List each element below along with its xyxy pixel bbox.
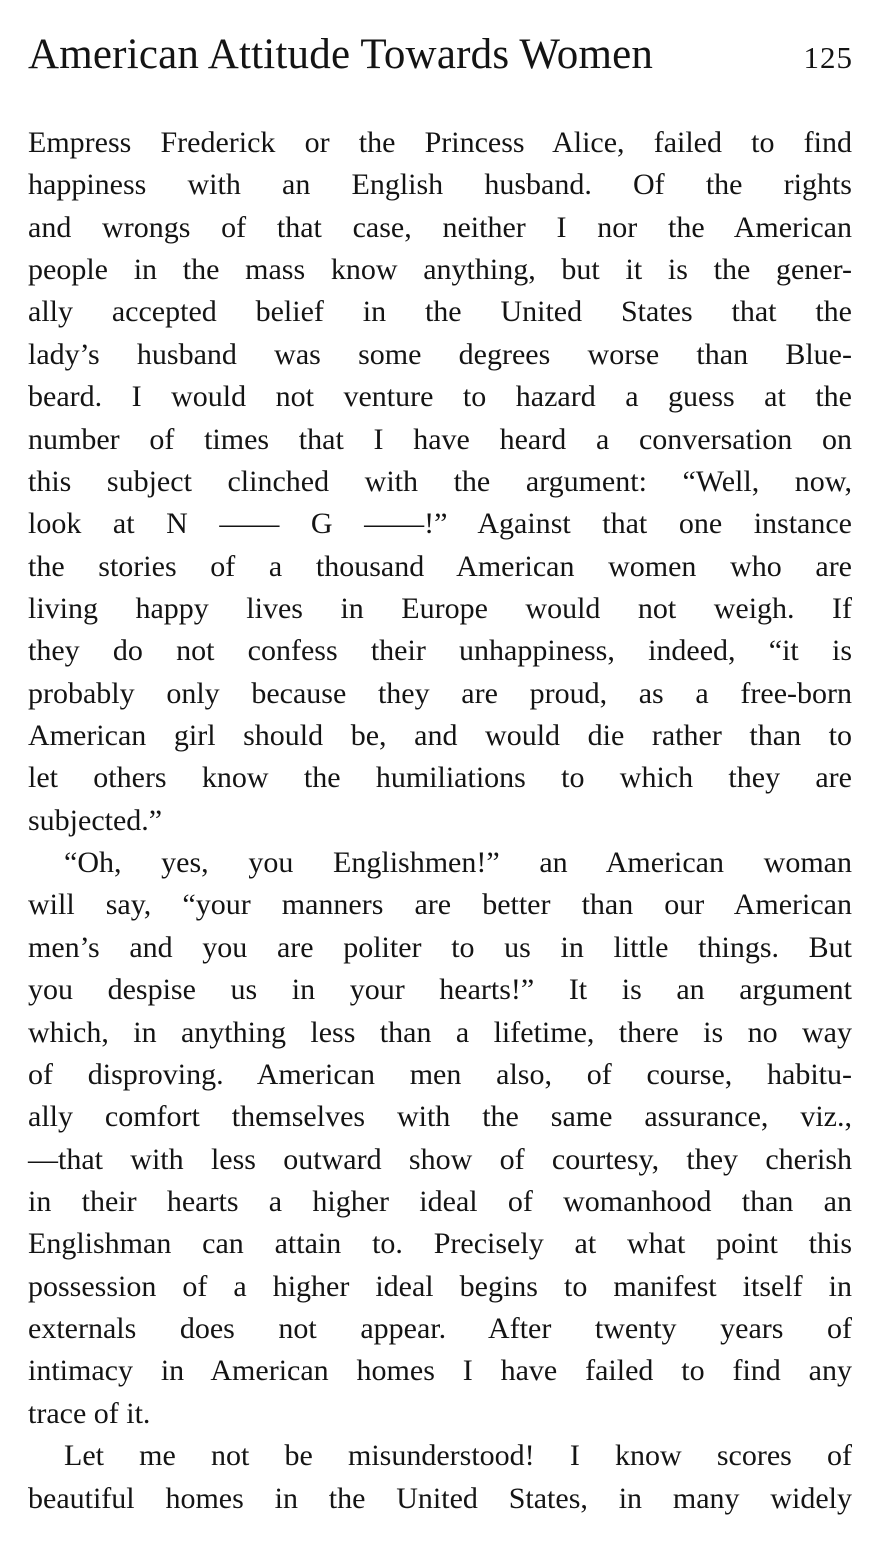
text-line: intimacy in American homes I have failed to find any — [28, 1354, 852, 1388]
text-line: people in the mass know anything, but it is the gener- — [28, 253, 852, 287]
text-line: let others know the humiliations to which they are — [28, 761, 852, 795]
paragraph-start-line: “Oh, yes, you Englishmen!” an American woman — [64, 846, 852, 880]
text-line: you despise us in your hearts!” It is an argument — [28, 973, 852, 1007]
text-line: the stories of a thousand American women who are — [28, 549, 852, 583]
text-line: and wrongs of that case, neither I nor the American — [28, 210, 852, 244]
text-line: Englishman can attain to. Precisely at what point this — [28, 1227, 852, 1261]
text-line: —that with less outward show of courtesy, they cherish — [28, 1142, 852, 1176]
text-line: happiness with an English husband. Of the rights — [28, 168, 852, 202]
text-line: men’s and you are politer to us in little things. But — [28, 930, 852, 964]
text-line: beard. I would not venture to hazard a guess at the — [28, 380, 852, 414]
text-line: beautiful homes in the United States, in many widely — [28, 1481, 852, 1515]
text-line: they do not confess their unhappiness, indeed, “it is — [28, 634, 852, 668]
text-line: number of times that I have heard a conversation on — [28, 422, 852, 456]
text-line: look at N —— G ——!” Against that one instance — [28, 507, 852, 541]
page-header — [28, 30, 853, 86]
text-line: Empress Frederick or the Princess Alice, failed to find — [28, 126, 852, 159]
paragraph-end-line: subjected.” — [28, 803, 163, 837]
paragraph-end-line: trace of it. — [28, 1396, 151, 1430]
text-line: lady’s husband was some degrees worse than Blue- — [28, 337, 852, 371]
running-title: American Attitude Towards Women — [28, 31, 654, 78]
text-line: ally accepted belief in the United States that the — [28, 295, 852, 329]
text-line: American girl should be, and would die rather than to — [28, 719, 852, 753]
paragraph-start-line: Let me not be misunderstood! I know scores of — [64, 1439, 852, 1473]
text-line: of disproving. American men also, of course, habitu- — [28, 1057, 852, 1091]
body-text — [28, 122, 852, 1520]
text-line: externals does not appear. After twenty years of — [28, 1312, 852, 1346]
text-line: which, in anything less than a lifetime, there is no way — [28, 1015, 852, 1049]
text-line: possession of a higher ideal begins to manifest itself in — [28, 1269, 852, 1303]
text-line: this subject clinched with the argument: “Well, now, — [28, 464, 852, 498]
text-line: living happy lives in Europe would not weigh. If — [28, 591, 852, 625]
text-line: will say, “your manners are better than our American — [28, 888, 852, 922]
page-number: 125 — [803, 40, 853, 75]
text-line: probably only because they are proud, as a free-born — [28, 676, 852, 710]
text-line: ally comfort themselves with the same assurance, viz., — [28, 1100, 852, 1134]
text-line: in their hearts a higher ideal of womanhood than an — [28, 1184, 852, 1218]
